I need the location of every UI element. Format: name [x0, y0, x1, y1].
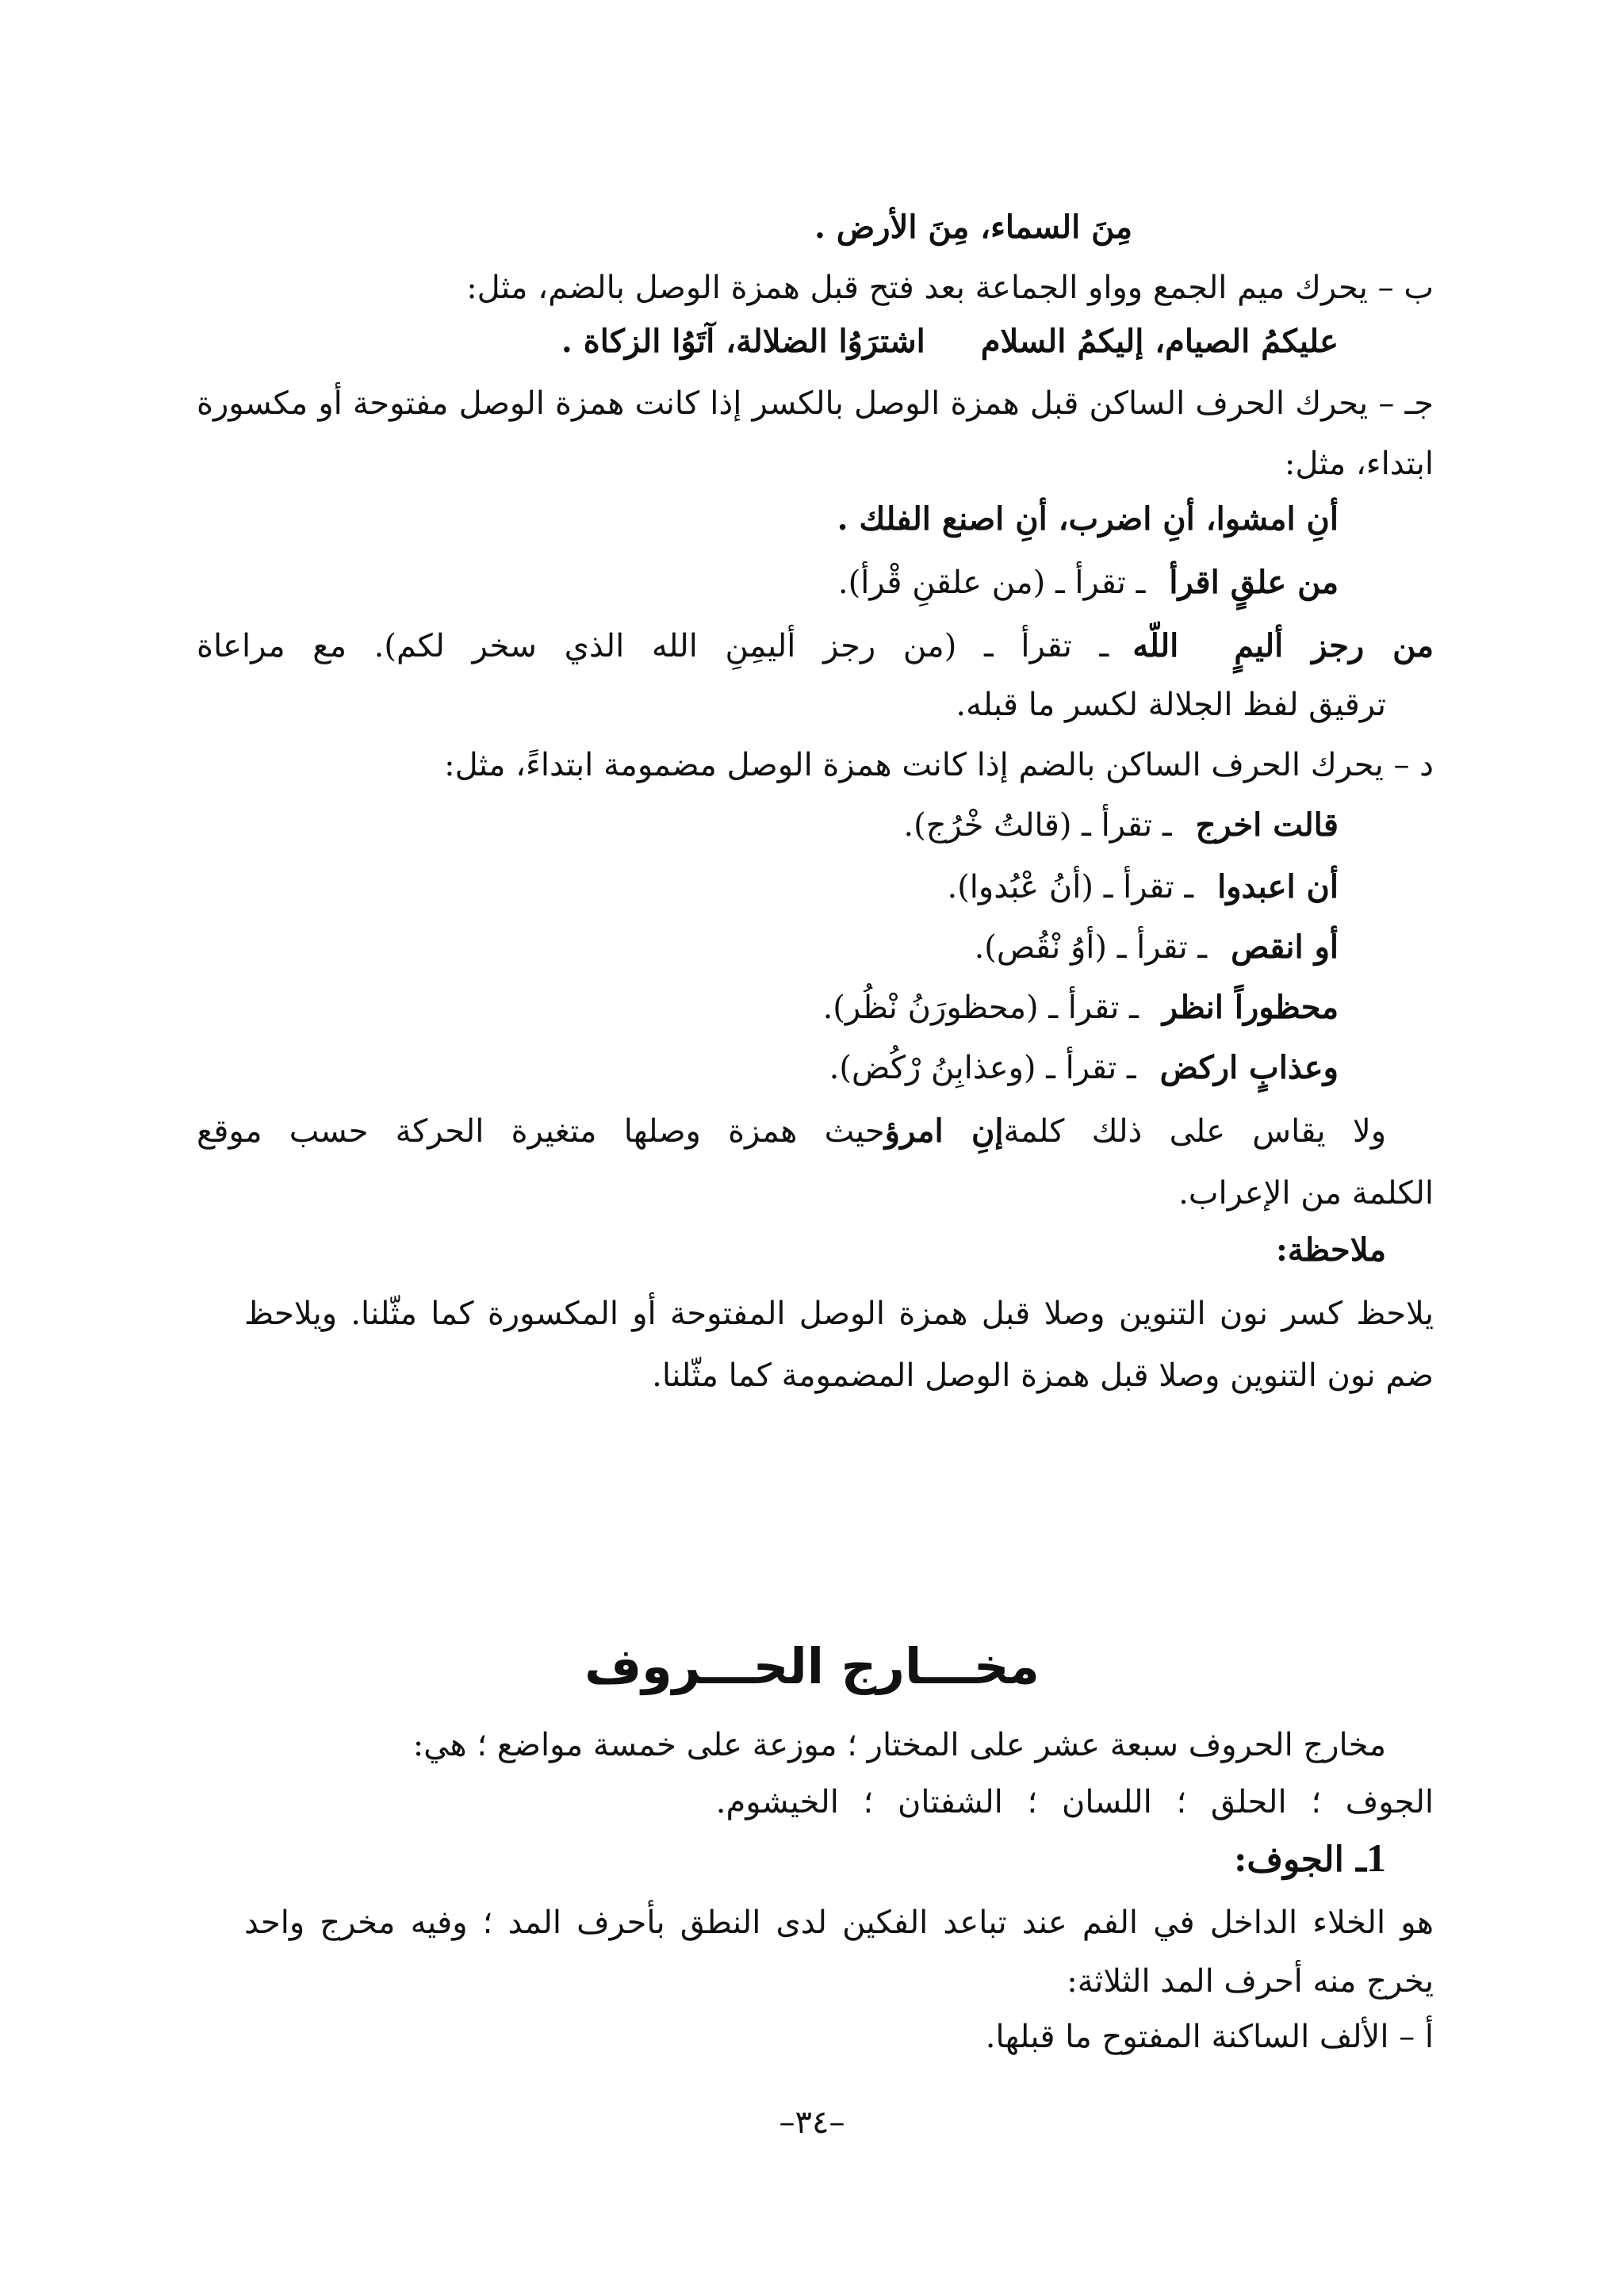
- text-line: [947, 864, 1339, 910]
- text-line: يخرج منه أحرف المد الثلاثة:: [1067, 1963, 1434, 2000]
- text-line: [197, 1108, 1434, 1154]
- text-line: يلاحظ كسر نون التنوين وصلا قبل همزة الوصل المفتوحة أو المكسورة كما مثّلنا. ويلاحظ: [244, 1296, 1434, 1332]
- note-heading: ملاحظة:: [1275, 1231, 1386, 1269]
- text-line: مخارج الحروف سبعة عشر على المختار ؛ موزعة على خمسة مواضع ؛ هي:: [412, 1727, 1386, 1763]
- example-phrase: أن اعبدوا: [1217, 868, 1339, 905]
- text-line: أ – الألف الساكنة المفتوح ما قبلها.: [985, 2019, 1434, 2055]
- text-line: [838, 560, 1339, 606]
- example-phrase: محظوراً انظر: [1162, 989, 1339, 1026]
- text-line: أنِ امشوا، أنِ اضرب، أنِ اصنع الفلك .: [837, 500, 1339, 538]
- text-line: [197, 623, 1434, 669]
- example-phrase: اشترَوُا الضلالة، آتَوُا الزكاة .: [561, 323, 925, 360]
- example-phrase: أو انقص: [1231, 928, 1339, 966]
- text-line: ب – يحرك ميم الجمع وواو الجماعة بعد فتح قبل همزة الوصل بالضم، مثل:: [466, 270, 1434, 306]
- text-line: ابتداء، مثل:: [1284, 446, 1434, 482]
- example-phrase: من رجز أليمٍ: [1234, 627, 1434, 664]
- subsection-title: ـ الجوف:: [1234, 1839, 1366, 1880]
- section-title: مخـــارج الحـــروف: [584, 1637, 1040, 1695]
- text-line: جـ – يحرك الحرف الساكن قبل همزة الوصل بالكسر إذا كانت همزة الوصل مفتوحة أو مكسورة: [197, 385, 1434, 422]
- text-line: [829, 1045, 1339, 1091]
- reading-note: ـ تقرأ ـ (أوُ نْقُص).: [974, 929, 1208, 966]
- text-span: حيث همزة وصلها متغيرة الحركة حسب موقع: [197, 1113, 885, 1150]
- reading-note: ـ تقرأ ـ (محظورَنُ نْظُر).: [822, 990, 1139, 1026]
- subsection-number: 1: [1366, 1836, 1386, 1880]
- text-line: د – يحرك الحرف الساكن بالضم إذا كانت همزة الوصل مضمومة ابتداءً، مثل:: [444, 747, 1434, 783]
- text-line: الجوف ؛ الحلق ؛ اللسان ؛ الشفتان ؛ الخيشوم.: [715, 1784, 1434, 1820]
- reading-note: ـ تقرأ ـ (وعذابِنُ رْكُض).: [829, 1050, 1136, 1086]
- reading-note: ـ تقرأ ـ (من رجز أليمِنِ الله الذي سخر لكم). مع مراعاة: [197, 628, 1109, 664]
- example-phrase: قالت اخرج: [1195, 806, 1339, 844]
- example-phrase: اللّه: [1132, 627, 1179, 664]
- text-line: الكلمة من الإعراب.: [1178, 1175, 1434, 1212]
- text-line: مِنَ السماء، مِنَ الأرض .: [814, 209, 1132, 246]
- reading-note: ـ تقرأ ـ (من علقنِ قْرأ).: [837, 565, 1146, 601]
- subsection-heading: [1234, 1835, 1386, 1883]
- text-line: [561, 319, 1339, 365]
- page-number: –٣٤–: [779, 2104, 845, 2141]
- text-line: [975, 924, 1339, 970]
- example-phrase: من علقٍ اقرأ: [1169, 564, 1339, 601]
- example-phrase: وعذابٍ اركض: [1159, 1049, 1339, 1086]
- text-line: [823, 985, 1339, 1031]
- text-span: ولا يقاس على ذلك كلمة: [1003, 1113, 1387, 1150]
- text-line: ضم نون التنوين وصلا قبل همزة الوصل المضمومة كما مثّلنا.: [652, 1357, 1434, 1394]
- reading-note: ـ تقرأ ـ (أنُ عْبُدوا).: [947, 869, 1194, 905]
- text-line: [903, 802, 1339, 848]
- text-line: هو الخلاء الداخل في الفم عند تباعد الفكين لدى النطق بأحرف المد ؛ وفيه مخرج واحد: [244, 1904, 1434, 1941]
- example-phrase: إنِ امرؤ: [884, 1112, 1004, 1150]
- reading-note: ـ تقرأ ـ (قالتُ خْرُج).: [903, 807, 1172, 844]
- text-line: ترقيق لفظ الجلالة لكسر ما قبله.: [956, 687, 1386, 723]
- example-phrase: عليكمُ الصيام، إليكمُ السلام: [980, 323, 1339, 360]
